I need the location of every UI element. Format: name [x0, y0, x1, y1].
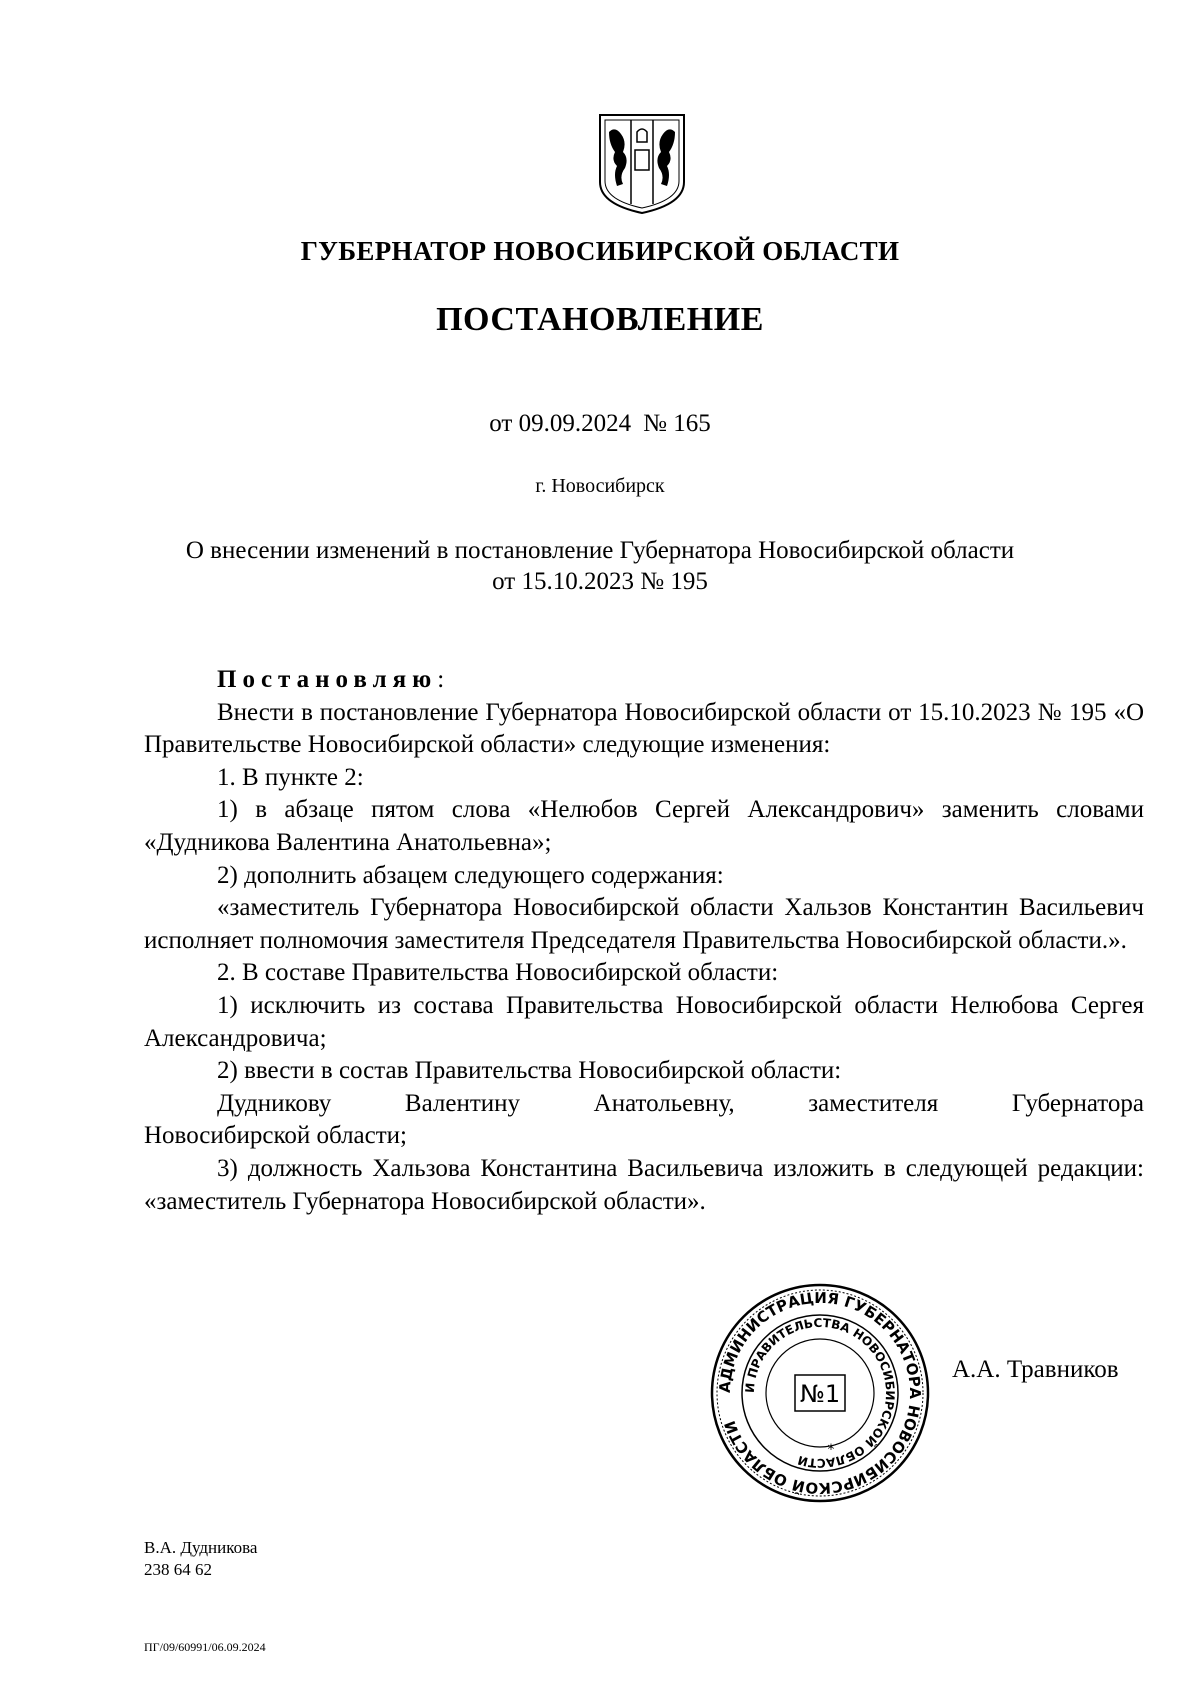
- coat-of-arms-icon: [597, 112, 687, 215]
- subject-line: от 15.10.2023 № 195: [492, 568, 708, 595]
- body-paragraph: Новосибирской области;: [144, 1122, 408, 1150]
- body-paragraph: 1. В пункте 2:: [217, 763, 364, 791]
- seal-inner-text: И ПРАВИТЕЛЬСТВА НОВОСИБИРСКОЙ ОБЛАСТИ: [742, 1315, 898, 1471]
- document-number: № 165: [643, 410, 711, 437]
- subject-line: О внесении изменений в постановление Губернатора Новосибирской области: [185, 537, 1015, 564]
- signatory-name: А.А. Травников: [952, 1356, 1119, 1383]
- resolve-word: Постановляю: [217, 666, 438, 693]
- document-city: г. Новосибирск: [535, 475, 665, 497]
- seal-number: №1: [799, 1380, 841, 1408]
- body-paragraph: 1) исключить из состава Правительства Новосибирской области Нелюбова Сергея Александровича;: [144, 991, 1144, 1052]
- seal-star: *: [827, 1442, 835, 1458]
- official-seal-stamp: [709, 1282, 931, 1504]
- body-paragraph: 2) ввести в состав Правительства Новосибирской области:: [217, 1057, 842, 1085]
- body-paragraph: 1) в абзаце пятом слова «Нелюбов Сергей Александрович» заменить словами «Дудникова Валентина Анатольевна»;: [144, 796, 1144, 856]
- document-subject: [0, 535, 1200, 597]
- body-paragraph: Внести в постановление Губернатора Новосибирской области от 15.10.2023 № 195 «О Правительстве Новосибирской области» следующие изменения:: [144, 698, 1144, 759]
- document-date-number: [0, 410, 1200, 438]
- body-paragraph: Дудникову Валентину Анатольевну, заместителя Губернатора: [217, 1089, 1144, 1117]
- document-date: от 09.09.2024: [489, 410, 632, 437]
- seal-outer-text: АДМИНИСТРАЦИЯ ГУБЕРНАТОРА НОВОСИБИРСКОЙ ОБЛАСТИ: [715, 1288, 925, 1498]
- executor-name: В.А. Дудникова: [144, 1538, 258, 1557]
- body-paragraph: 2) дополнить абзацем следующего содержания:: [217, 861, 724, 889]
- document-body: [144, 664, 1144, 1218]
- organization-title: ГУБЕРНАТОР НОВОСИБИРСКОЙ ОБЛАСТИ: [300, 236, 900, 266]
- resolve-paragraph: Постановляю:: [217, 666, 445, 693]
- body-paragraph: 3) должность Хальзова Константина Васильевича изложить в следующей редакции: «заместитель Губернатора Новосибирской области».: [144, 1154, 1144, 1215]
- document-reference: ПГ/09/60991/06.09.2024: [144, 1640, 266, 1654]
- executor-block: [144, 1537, 257, 1581]
- document-type-title: ПОСТАНОВЛЕНИЕ: [436, 301, 764, 338]
- body-paragraph: «заместитель Губернатора Новосибирской области Хальзов Константин Васильевич исполняет полномочия заместителя Председателя Правительства Новосибирской области.».: [144, 894, 1144, 954]
- body-paragraph: 2. В составе Правительства Новосибирской области:: [217, 959, 779, 987]
- executor-phone: 238 64 62: [144, 1560, 212, 1579]
